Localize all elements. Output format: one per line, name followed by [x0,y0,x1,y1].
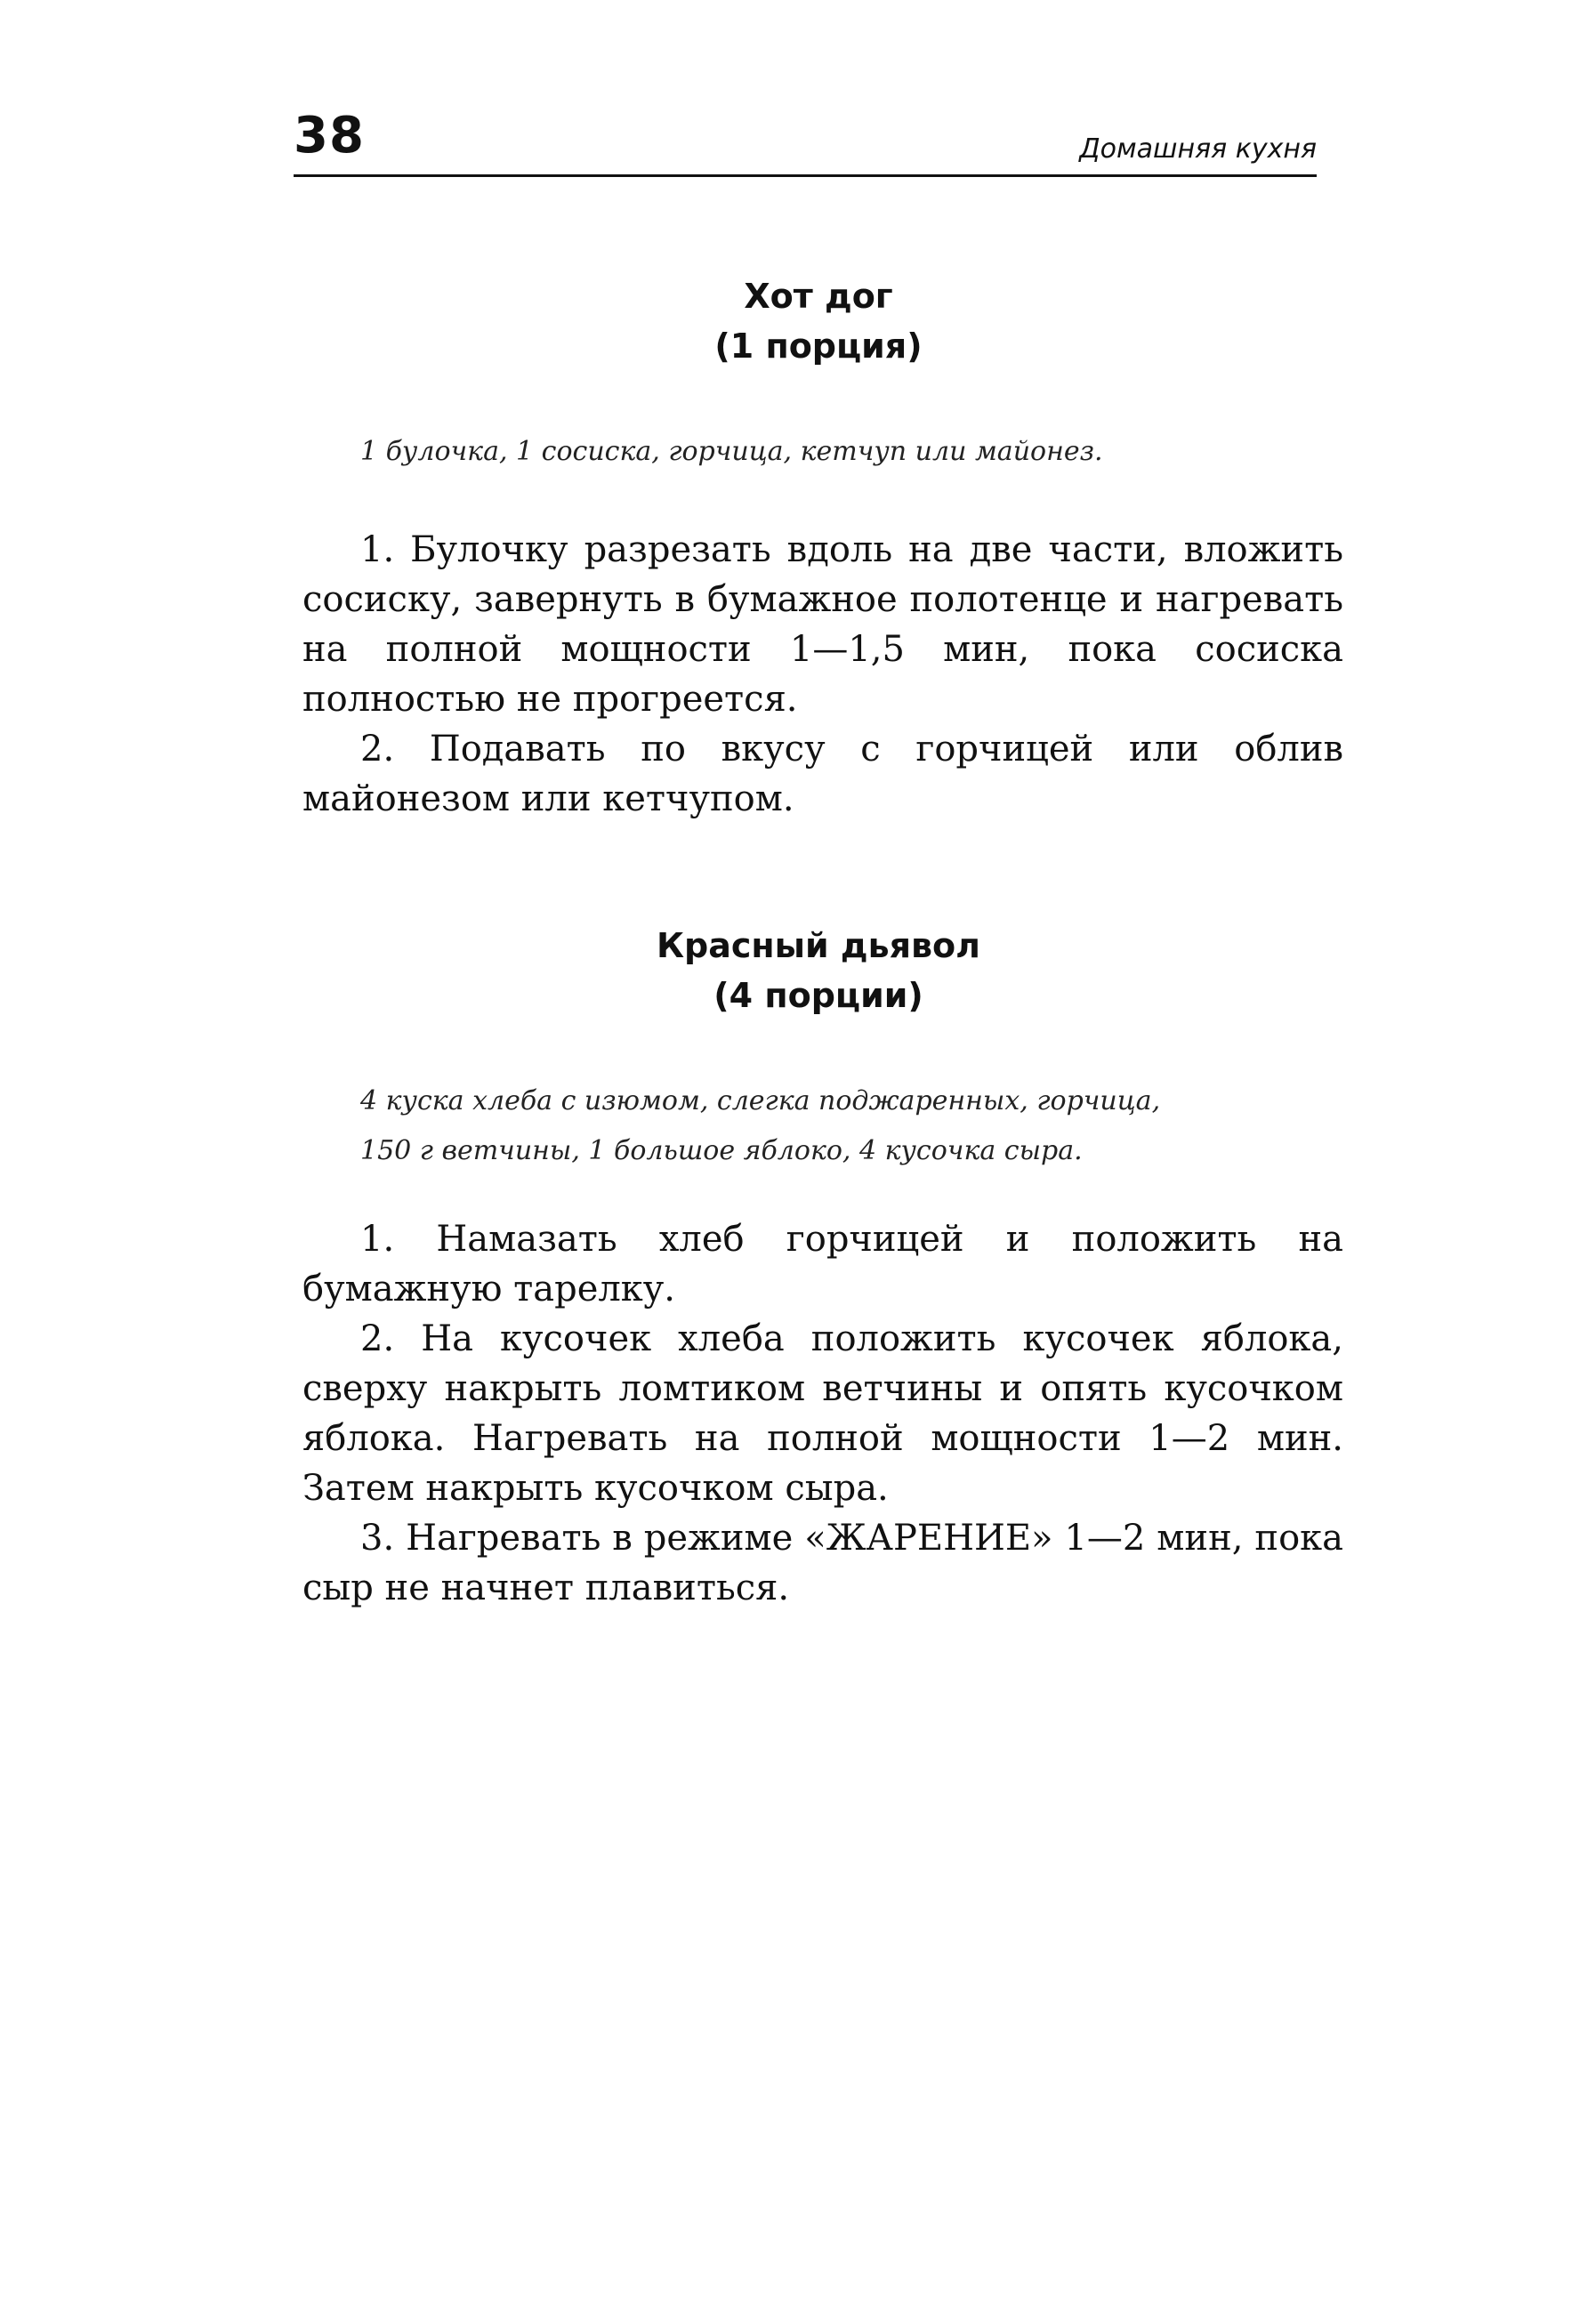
running-title: Домашняя кухня [1079,133,1317,165]
recipe-step: 2. Подавать по вкусу с горчицей или облив майонезом или кетчупом. [302,729,1343,819]
recipe-step: 2. На кусочек хлеба положить кусочек яблока, сверху накрыть ломтиком ветчины и опять кусочком яблока. Нагревать на полной мощности 1—2 мин. Затем накрыть кусочком сыра. [302,1318,1343,1509]
recipe-name: Красный дьявол [656,926,980,965]
ingredients [360,427,1303,477]
recipe-step: 3. Нагревать в режиме «ЖАРЕНИЕ» 1—2 мин, пока сыр не начнет плавиться. [302,1518,1343,1608]
recipe-title [294,271,1343,371]
header-rule [294,174,1317,177]
recipe-title [294,921,1343,1020]
recipe-servings: (4 порции) [713,976,923,1015]
ingredients-line: 1 булочка, 1 сосиска, горчица, кетчуп или майонез. [360,436,1103,467]
page-header [294,107,1317,178]
recipe-steps [302,1214,1343,1613]
page-number: 38 [294,107,365,165]
recipe-servings: (1 порция) [714,326,923,366]
recipe-steps [302,525,1343,824]
recipe-name: Хот дог [744,277,893,316]
ingredients [360,1076,1303,1176]
recipe-step: 1. Намазать хлеб горчицей и положить на бумажную тарелку. [302,1219,1343,1310]
ingredients-line: 4 куска хлеба с изюмом, слегка поджаренных, горчица, [360,1085,1161,1116]
ingredients-line: 150 г ветчины, 1 большое яблоко, 4 кусочка сыра. [360,1135,1083,1166]
recipe-step: 1. Булочку разрезать вдоль на две части, вложить сосиску, завернуть в бумажное полотенце и нагревать на полной мощности 1—1,5 мин, пока сосиска полностью не прогреется. [302,529,1343,720]
